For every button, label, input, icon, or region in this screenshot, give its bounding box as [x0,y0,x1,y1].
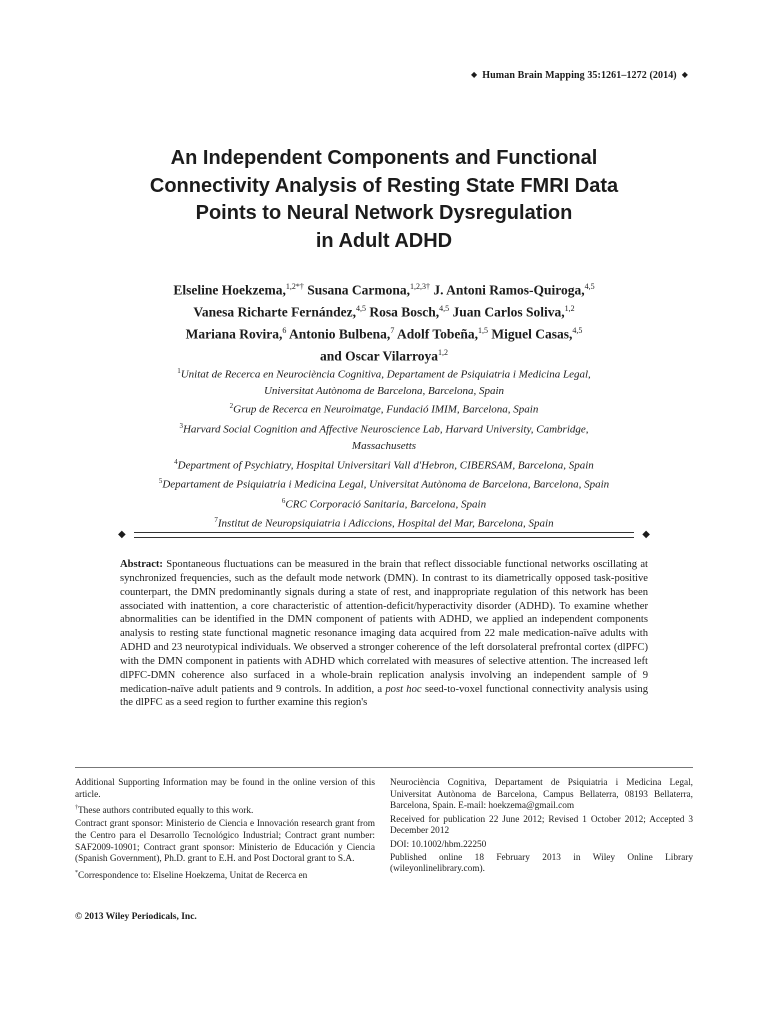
author-name: Miguel Casas, [491,326,573,342]
affiliation-text: Grup de Recerca en Neuroimatge, Fundació IMIM, Barcelona, Spain [233,404,539,417]
author-name: Juan Carlos Soliva, [452,304,565,320]
running-head [466,70,693,81]
correspondence-address: Neurociència Cognitiva, Departament de Psiquiatria i Medicina Legal, Universitat Autònoma de Barcelona, Campus Bellaterra, 08193 Bellaterra, Barcelona, Spain. E-mail: hoekzema@gmail.com [390,778,693,812]
author-affil-mark: 4,5 [572,326,583,335]
footnote-mark: † [75,804,78,811]
author-line [80,344,688,366]
abstract [120,558,648,710]
published-online: Published online 18 February 2013 in Wiley Online Library (wileyonlinelibrary.com). [390,852,693,875]
affiliation-text: Harvard Social Cognition and Affective Neuroscience Lab, Harvard University, Cambridge, [182,423,589,436]
footnotes-right-column [390,778,693,878]
affiliation-number: 7 [214,516,218,525]
affiliation-text: CRC Corporació Sanitaria, Barcelona, Spain [285,498,487,511]
affiliation-number: 4 [174,457,178,466]
author-line [80,278,688,300]
title-line: in Adult ADHD [315,229,453,252]
affiliation-number: 1 [177,367,181,375]
affiliation [100,419,668,439]
title-line: An Independent Components and Functional [170,147,598,169]
title-line: Points to Neural Network Dysregulation [195,202,573,224]
diamond-icon: ◆ [642,529,650,540]
affiliation [100,474,668,494]
received-dates: Received for publication 22 June 2012; Revised 1 October 2012; Accepted 3 December 2012 [390,814,693,837]
diamond-icon: ◆ [681,70,688,79]
abstract-text: Spontaneous fluctuations can be measured in the brain that reflect dissociable functional networks oscillating at synchronized frequencies, such as the default mode network (DMN). In contrast to its diametrically opposed task-positive counterpart, the DMN predominantly signals during a state of rest, and inappropriate regulation of this network has been associated with inattention, a core characteristic of attention-deficit/hyperactivity disorder (ADHD). To examine whether abnormalities can be identified in the DMN component of patients with ADHD, we applied an independent components analysis to resting state functional magnetic resonance imaging data acquired from 22 male medication-naïve adults with ADHD and 23 neurotypical individuals. We observed a stronger coherence of the left dorsolateral prefrontal cortex (dlPFC) with the DMN component in patients with ADHD which correlated with measures of selective attention. The increased left dlPFC-DMN coherence also surfaced in a whole-brain replication analysis involving an independent sample of 9 medication-naïve adult patients and 9 controls. In addition, a [120,559,648,695]
affiliation [100,455,668,475]
section-divider [118,529,650,541]
footnote-text: Correspondence to: Elseline Hoekzema, Unitat de Recerca en [78,870,308,881]
author-affil-mark: 1,2 [564,304,575,313]
affiliation-text: Unitat de Recerca en Neurociència Cognitiva, Departament de Psiquiatria i Medicina Legal, [180,368,591,381]
abstract-emphasis: post hoc [385,683,422,695]
divider-rule [134,532,634,533]
author-line [80,322,688,344]
author-affil-mark: 4,5 [355,304,366,313]
author-name: J. Antoni Ramos-Quiroga, [433,282,585,298]
author-name: Adolf Tobeña, [396,326,478,342]
author-affil-mark: 1,2,3† [409,282,430,291]
journal-citation: Human Brain Mapping 35:1261–1272 (2014) [482,70,677,81]
affiliation-number: 3 [179,422,183,431]
author-name: Susana Carmona, [307,282,410,298]
author-name: Antonio Bulbena, [289,326,391,342]
copyright-notice: © 2013 Wiley Periodicals, Inc. [75,912,197,922]
author-affil-mark: 7 [390,326,395,335]
article-title [90,145,678,255]
affiliation-number: 6 [281,496,286,505]
author-affil-mark: 4,5 [439,304,450,313]
affiliation-text: Institut de Neuropsiquiatria i Adiccions, Hospital del Mar, Barcelona, Spain [217,517,554,530]
author-name: Vanesa Richarte Fernández, [193,304,356,320]
author-affil-mark: 4,5 [584,282,595,291]
author-name: Elseline Hoekzema, [173,282,286,298]
affiliation-text: Departament de Psiquiatria i Medicina Legal, Universitat Autònoma de Barcelona, Barcelona, Spain [162,478,610,491]
affiliation-continuation: Universitat Autònoma de Barcelona, Barcelona, Spain [263,384,505,397]
affiliation [100,364,668,384]
divider-rule [134,537,634,538]
affiliation-continuation: Massachusetts [351,439,417,452]
author-affil-mark: 1,5 [478,326,488,335]
affiliation-list [100,364,668,533]
affiliation-number: 2 [229,402,234,411]
footnote-mark: * [75,869,78,876]
footnotes-left-column [75,778,375,884]
affiliation [100,399,668,419]
equal-contribution-note [75,803,375,818]
footnote-rule [75,767,693,768]
affiliation-text: Department of Psychiatry, Hospital Universitari Vall d'Hebron, CIBERSAM, Barcelona, Spain [177,459,594,472]
affiliation [100,494,668,514]
abstract-label: Abstract: [120,559,163,570]
title-line: Connectivity Analysis of Resting State FMRI Data [149,174,619,197]
author-affil-mark: 1,2 [438,348,448,357]
diamond-icon: ◆ [470,70,478,79]
affiliation-number: 5 [158,477,163,486]
author-name: Rosa Bosch, [369,304,440,320]
author-affil-mark: 1,2*† [285,282,304,291]
doi: DOI: 10.1002/hbm.22250 [390,839,487,850]
footnote-text: These authors contributed equally to this work. [78,806,254,816]
author-name: and Oscar Vilarroya [319,348,438,364]
supporting-info-note: Additional Supporting Information may be found in the online version of this article. [75,778,375,800]
grant-note: Contract grant sponsor: Ministerio de Ciencia e Innovación research grant from the Centro para el Desarrollo Tecnológico Industrial; Contract grant number: SAF2009-10901; Contract grant sponsor: Ministerio de Educación y Ciencia (Spanish Government), Ph.D. grant to E.H. and Post Doctoral grant to S.A. [75,819,375,865]
author-list [80,278,688,366]
abstract-text: seed-to-voxel functional connectivity analysis using the dlPFC as a seed region to further examine this region's [120,683,648,709]
author-affil-mark: 6 [282,326,287,335]
author-line [80,300,688,322]
diamond-icon: ◆ [118,529,126,540]
author-name: Mariana Rovira, [185,326,283,342]
correspondence-note [75,868,375,883]
